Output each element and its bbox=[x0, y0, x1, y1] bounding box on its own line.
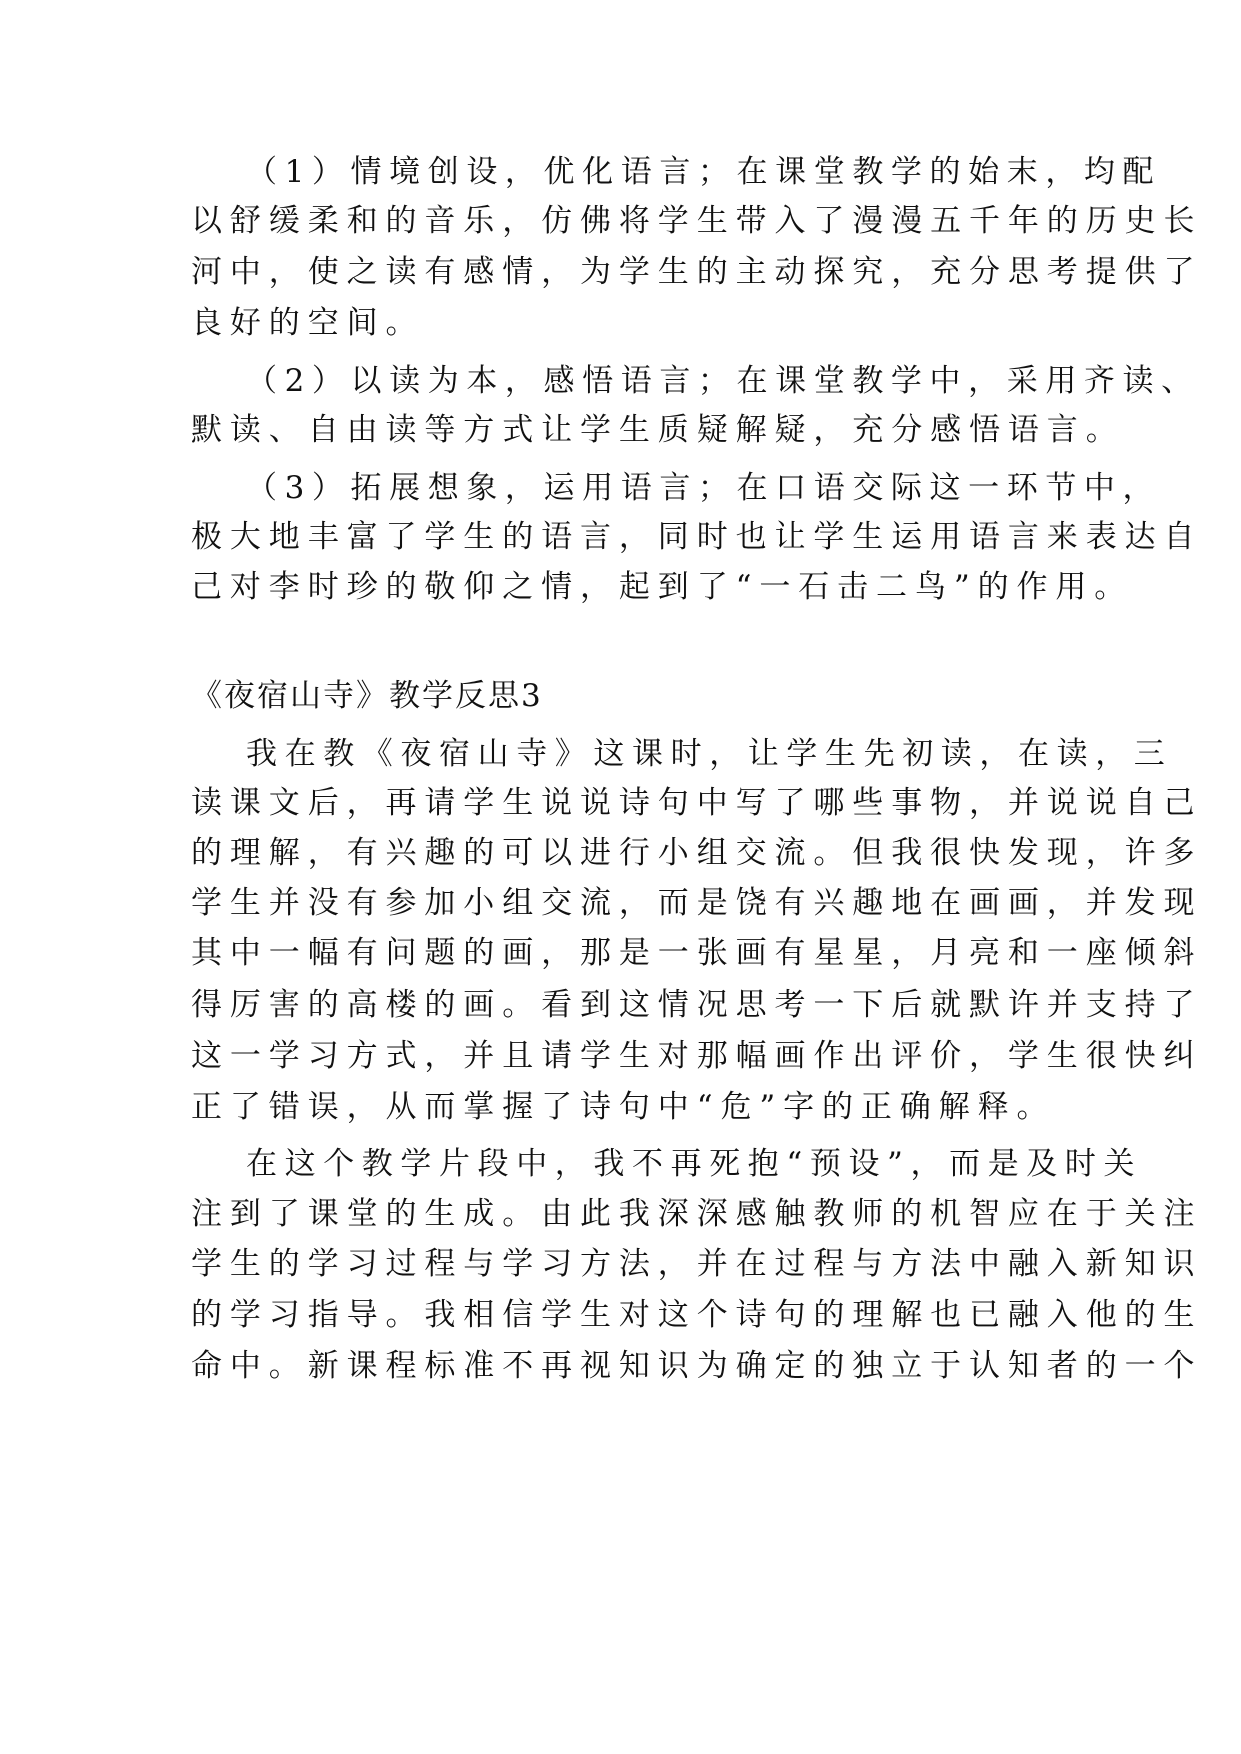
document-page: （1）情境创设，优化语言；在课堂教学的始末，均配 以舒缓柔和的音乐，仿佛将学生带入了漫漫五千年的历史长 河中，使之读有感情，为学生的主动探究，充分思考提供了 良好的空间。 （2）以读为本，感悟语言；在课堂教学中，采用齐读、 默读、自由读等方式让学生质疑解疑，充分感悟语言。 （3）拓展想象，运用语言；在口语交际这一环节中， 极大地丰富了学生的语言，同时也让学生运用语言来表达自 己对李时珍的敬仰之情，起到了“一石击二鸟”的作用。 《夜宿山寺》教学反思3 我在教《夜宿山寺》这课时，让学生先初读，在读，三 读课文后，再请学生说说诗句中写了哪些事物，并说说自己 的理解，有兴趣的可以进行小组交流。但我很快发现，许多 学生并没有参加小组交流，而是饶有兴趣地在画画，并发现 其中一幅有问题的画，那是一张画有星星，月亮和一座倾斜 得厉害的高楼的画。看到这情况思考一下后就默许并支持了 这一学习方式，并且请学生对那幅画作出评价，学生很快纠 正了错误，从而掌握了诗句中“危”字的正确解释。 在这个教学片段中，我不再死抱“预设”，而是及时关 注到了课堂的生成。由此我深深感触教师的机智应在于关注 学生的学习过程与学习方法，并在过程与方法中融入新知识 的学习指导。我相信学生对这个诗句的理解也已融入他的生 命中。新课程标准不再视知识为确定的独立于认知者的一个 bbox=[0, 0, 1241, 1754]
